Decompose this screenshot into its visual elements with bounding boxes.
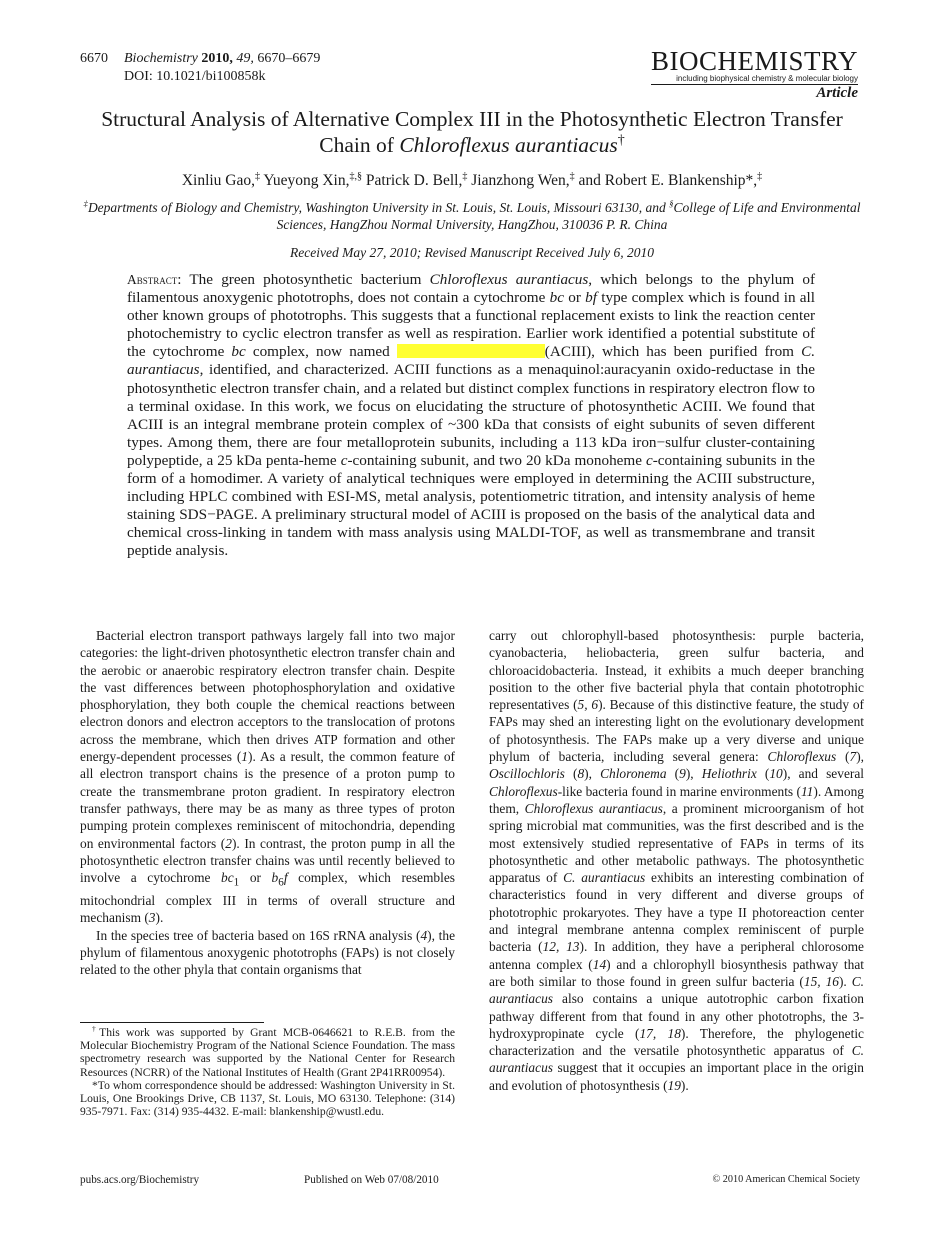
citation[interactable]: 11 — [800, 783, 814, 799]
body-text: also contains a unique autotrophic carbon fixation pathway different from that found in any other phototrophs, the 3-hydroxypropinate cycle ( — [489, 991, 864, 1041]
body-text: suggest that it occupies an important place in the origin and evolution of photosynthesis ( — [489, 1060, 864, 1093]
footnote-divider — [80, 1022, 264, 1023]
abstract-term: bc — [549, 289, 564, 307]
paragraph: carry out chlorophyll-based photosynthesis: purple bacteria, cyanobacteria, heliobacteria, green sulfur bacteria, and chloroacidobacteria. Instead, it exhibits a much deeper branching position to the other five bacterial phyla that contain phototrophic representatives (5, 6). Because of this distinctive feature, the study of FAPs may shed an interesting light on the evolutionary development of photosynthesis. The FAPs make up a very diverse and unique phylum of bacteria, including several genera: Chloroflexus (7), Oscillochloris (8), Chloronema (9), Heliothrix (10), and several Chloroflexus-like bacteria found in marine environments (11). Among them, Chloroflexus aurantiacus, a prominent microorganism of hot spring microbial mat communities, was the first described and is the most extensively studied representative of FAPs in terms of its photosynthetic and other metabolic pathways. The photosynthetic apparatus of C. aurantiacus exhibits an interesting combination of characteristics found in very different and diverse groups of phototrophic prokaryotes. They have a type II photoreaction center and integral membrane antenna complex reminiscent of purple bacteria (12, 13). In addition, they have a peripheral chlorosome antenna complex (14) and a chlorophyll biosynthesis pathway that are both similar to those found in green sulfur bacteria (15, 16). C. aurantiacus also contains a unique autotrophic carbon fixation pathway different from that found in any other phototrophs, the 3-hydroxypropinate cycle (17, 18). Therefore, the phylogenetic characterization and the versatile photosynthetic apparatus of C. aurantiacus suggest that it occupies an important place in the origin and evolution of photosynthesis (19). — [489, 628, 865, 1093]
author-mark: ‡,§ — [349, 170, 363, 182]
affiliations — [80, 199, 864, 233]
abstract — [127, 271, 815, 561]
body-text: or — [239, 870, 272, 886]
affil-mark: § — [669, 198, 674, 209]
body-term: bc — [221, 870, 234, 886]
author-list — [60, 172, 884, 190]
organism-name: C. aurantiacus — [127, 343, 816, 379]
abstract-label: Abstract — [127, 272, 178, 287]
author-mark: ‡ — [255, 170, 261, 182]
author: and Robert E. Blankenship*, — [578, 172, 758, 189]
citation[interactable]: 1 — [241, 749, 248, 765]
abstract-text: type complex which is found in all other known groups of phototrophs. This suggests that a functional replacement exists to link the reaction center photochemistry to cyclic electron transfer as well as respiration. Earlier work identified a potential substitute of the cytochrome — [127, 289, 815, 361]
body-text: , and several — [787, 766, 865, 782]
organism-name: C. aurantiacus — [489, 973, 864, 1007]
abstract-text: , which belongs to the phylum of filamentous anoxygenic phototrophs, does not contain a cytochrome — [127, 271, 815, 307]
subscript: 1 — [233, 876, 240, 889]
citation[interactable]: 3 — [148, 910, 156, 926]
body-text: ). Because of this distinctive feature, the study of FAPs may shed an interesting light on the evolutionary development of photosynthesis. The FAPs make up a very diverse and unique phylum of bacteria, including several genera: — [489, 697, 864, 765]
body-column-left — [80, 627, 455, 979]
affil-text-1: Departments of Biology and Chemistry, Washington University in St. Louis, St. Louis, Missouri 63130, and — [87, 200, 670, 215]
abstract-text: -containing subunit, and two 20 kDa monoheme — [347, 451, 646, 469]
citation[interactable]: 4 — [420, 927, 428, 943]
author-mark: ‡ — [757, 170, 763, 182]
citation[interactable]: 17, 18 — [639, 1025, 681, 1041]
body-column-right — [489, 627, 864, 1094]
abstract-text: complex, now named — [245, 343, 397, 361]
abstract-text: -containing subunits in the form of a homodimer. A variety of analytical techniques were employed in determining the ACIII substructure, including HPLC combined with ESI-MS, metal analysis, potentiometric titration, and intensity analysis of heme staining SDS−PAGE. A preliminary structural model of ACIII is proposed on the basis of the analytical data and chemical cross-linking in tandem with mass analysis using MALDI-TOF, as well as transmembrane and transit peptide analysis. — [127, 451, 815, 560]
body-text: In the species tree of bacteria based on 16S rRNA analysis ( — [96, 927, 421, 943]
paragraph — [80, 927, 455, 979]
footnotes — [80, 1022, 455, 1118]
abstract-text: or — [563, 289, 586, 307]
abstract-text: , identified, and characterized. ACIII functions as a menaquinol:auracyanin oxido-reductase in the photosynthetic electron transfer chain, and a related but distinct complex functions in respiratory electron flow to a terminal oxidase. In this work, we focus on elucidating the structure of photosynthetic ACIII. We found that ACIII is an integral membrane protein complex of ~300 kDa that consists of eight subunits of seven different types. Among them, there are four metalloprotein subunits, including a 113 kDa iron−sulfur cluster-containing polypeptide, a 25 kDa penta-heme — [127, 361, 815, 469]
article-title — [60, 106, 884, 158]
footer-copyright: © 2010 American Chemical Society — [712, 1174, 860, 1185]
citation[interactable]: 2 — [225, 835, 232, 851]
citation[interactable]: 15, 16 — [803, 973, 839, 989]
citation[interactable]: 12, 13 — [542, 939, 580, 955]
abstract-text: : The green photosynthetic bacterium — [177, 271, 430, 288]
abstract-text: (ACIII), which has been purified from — [544, 343, 802, 361]
body-text: carry out chlorophyll-based photosynthesis: purple bacteria, cyanobacteria, heliobacteria, green sulfur bacteria, and chloroacidobacteria. Instead, it exhibits a much deeper branching position to the other five bacterial phyla that contain phototrophic representatives ( — [489, 628, 864, 713]
citation[interactable]: 19 — [667, 1077, 681, 1093]
doi[interactable]: DOI: 10.1021/bi100858k — [124, 69, 266, 84]
author-mark: ‡ — [462, 170, 468, 182]
journal-year: 2010, — [201, 51, 233, 66]
title-footnote-mark: † — [617, 132, 625, 148]
body-text: ). — [155, 910, 164, 926]
highlight-mark — [397, 344, 545, 358]
footnote-mark: † — [92, 1024, 100, 1034]
article-type: Article — [651, 84, 858, 102]
body-text: exhibits an interesting combination of characteristics found in very different and diverse groups of phototrophic prokaryotes. They have a type II photoreaction center and integral membrane antenna complex reminiscent of purple bacteria ( — [489, 870, 864, 955]
citation[interactable]: 14 — [592, 956, 607, 972]
author: Jianzhong Wen, — [471, 172, 570, 189]
body-text: complex, which resembles mitochondrial complex III in terms of overall structure and mechanism ( — [80, 870, 455, 926]
body-text: ) and a chlorophyll biosynthesis pathway that are both similar to those found in green sulfur bacteria ( — [489, 956, 865, 989]
received-dates: Received May 27, 2010; Revised Manuscript Received July 6, 2010 — [290, 245, 654, 260]
author: Xinliu Gao, — [181, 172, 255, 189]
affil-mark: ‡ — [83, 198, 88, 209]
title-organism: Chloroflexus aurantiacus — [399, 133, 618, 157]
body-text: ). Among them, — [489, 783, 864, 816]
body-text: ). In contrast, the proton pump in all the photosynthetic electron transfer chains was until recently believed to involve a cytochrome — [80, 835, 455, 886]
body-text: ), the phylum of filamentous anoxygenic phototrophs (FAPs) is not closely related to the other phyla that contain organisms that — [80, 927, 456, 978]
body-text: ). Therefore, the phylogenetic characterization and the versatile photosynthetic apparatus of — [489, 1025, 864, 1059]
footer-published: Published on Web 07/08/2010 — [304, 1174, 439, 1186]
logo-name: BIOCHEMISTRY — [650, 46, 858, 76]
body-text: ). — [838, 973, 852, 989]
body-text: Bacterial electron transport pathways largely fall into two major categories: the light-driven photosynthetic electron transfer chain and the aerobic or anaerobic respiratory electron transfer chain. Despite the vast differences between photophosphorylation and oxidative phosphorylation, they both couple the chemical reactions between electron donors and electron acceptors to the translocation of protons across the membrane, which then drives ATP formation and other energy-dependent processes ( — [80, 628, 455, 765]
author-mark: ‡ — [569, 170, 575, 182]
journal-logo — [651, 48, 858, 102]
paragraph — [80, 627, 455, 927]
footnote-correspondence: *To whom correspondence should be addressed: Washington University in St. Louis, One Brookings Drive, CB 1137, St. Louis, MO 63130. Telephone: (314) 935-7971. Fax: (314) 935-4432. E-mail: blankenship@wustl.edu. — [80, 1078, 455, 1119]
page-range: 6670–6679 — [257, 51, 321, 66]
genus-name: Chloroflexus — [767, 749, 837, 765]
footnote-text: This work was supported by Grant MCB-0646621 to R.E.B. from the Molecular Biochemistry Program of the National Science Foundation. The mass spectrometry research was supported by the National Center for Research Resources (NCRR) of the National Institutes of Health (Grant 2P41RR00954). — [80, 1026, 456, 1079]
author: Yueyong Xin, — [263, 172, 350, 189]
body-text: , a prominent microorganism of hot spring microbial mat communities, was the first described and is the most extensively studied representative of FAPs in terms of its photosynthetic and other metabolic pathways. The photosynthetic apparatus of — [489, 800, 864, 886]
body-term: b — [271, 870, 279, 886]
title-line-1: Structural Analysis of Alternative Complex III in the Photosynthetic Electron Transfer — [101, 107, 843, 131]
organism-name: Chloroflexus aurantiacus — [429, 271, 589, 288]
citation[interactable]: 5, 6 — [577, 697, 599, 713]
body-text: -like bacteria found in marine environments ( — [557, 783, 801, 799]
footer-url[interactable]: pubs.acs.org/Biochemistry — [80, 1174, 200, 1186]
abstract-term: bf — [585, 289, 597, 307]
abstract-term: c — [340, 451, 348, 469]
organism-name: C. aurantiacus — [489, 1043, 864, 1076]
running-header — [80, 50, 320, 86]
logo-tagline: including biophysical chemistry & molecular biology — [676, 74, 858, 83]
genus-name: Chloroflexus — [489, 783, 558, 799]
footnote-funding — [80, 1026, 455, 1079]
abstract-term: bc — [231, 343, 246, 361]
citation[interactable]: 10 — [769, 766, 783, 782]
body-text: ). As a result, the common feature of all electron transport chains is the presence of a proton pump to create the transmembrane proton gradient. In respiratory electron transfer pathways, there may be as many as three types of proton pumping protein complexes reminiscent of mitochondria, depending on environmental factors ( — [80, 749, 455, 851]
genus-name: Heliothrix — [701, 766, 757, 782]
abstract-term: c — [646, 451, 653, 469]
author: Patrick D. Bell, — [365, 172, 463, 189]
genus-name: Chloronema — [600, 766, 667, 782]
affil-text-2: College of Life and Environmental Sciences, HangZhou Normal University, HangZhou, 310036 P. R. China — [276, 200, 861, 232]
journal-volume: 49, — [236, 51, 254, 66]
citation[interactable]: 8 — [577, 766, 585, 782]
organism-name: C. aurantiacus — [563, 870, 646, 886]
organism-name: Chloroflexus aurantiacus — [524, 800, 663, 816]
body-term: f — [283, 870, 288, 886]
title-chain-of: Chain of — [319, 133, 400, 157]
body-text: ). — [680, 1077, 689, 1093]
page-number: 6670 — [80, 51, 108, 66]
citation[interactable]: 9 — [679, 766, 686, 782]
journal-name: Biochemistry — [124, 51, 198, 66]
body-text: ). In addition, they have a peripheral chlorosome antenna complex ( — [489, 939, 864, 972]
subscript: 6 — [278, 876, 284, 889]
citation[interactable]: 7 — [849, 749, 857, 765]
genus-name: Oscillochloris — [489, 766, 565, 782]
